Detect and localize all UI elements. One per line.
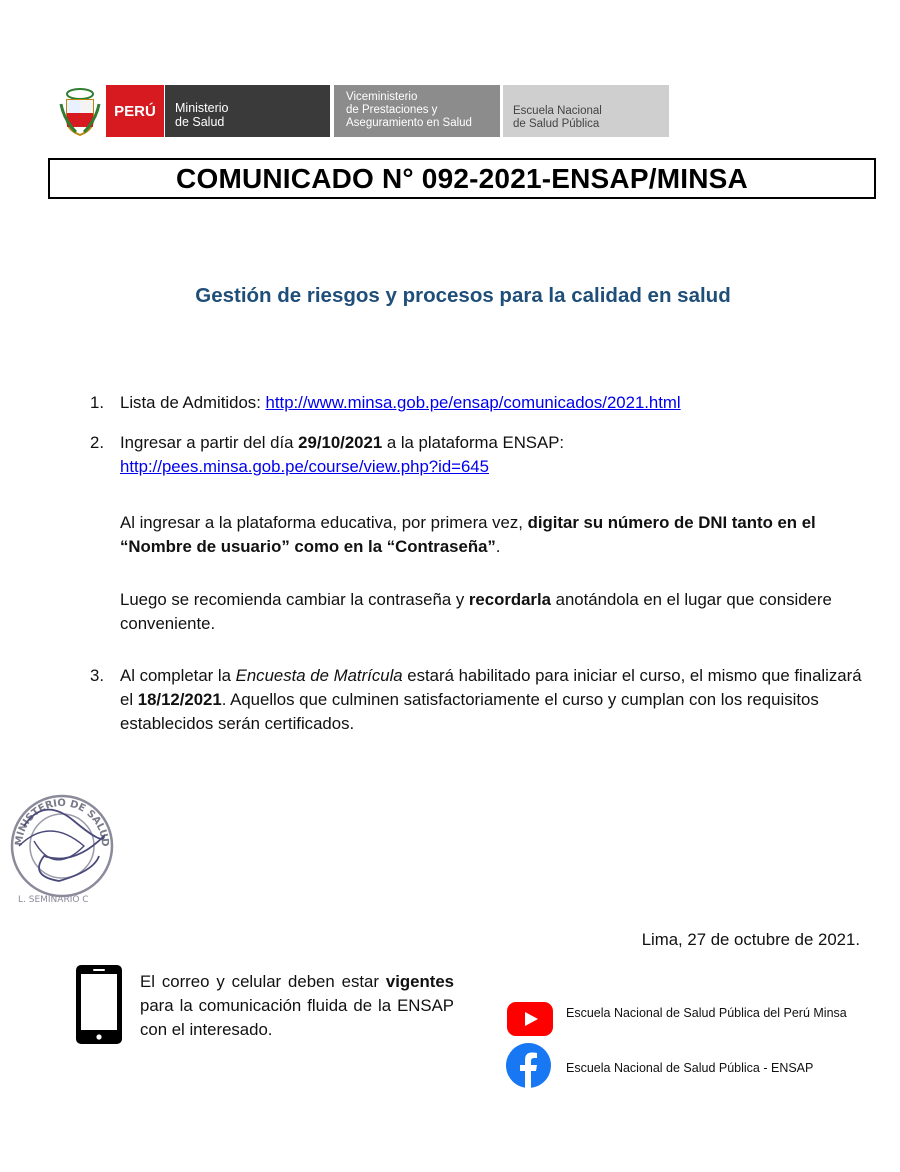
footer-note-text-b: para la comunicación fluida de la ENSAP con el interesado.	[140, 996, 454, 1039]
item-3-number: 3.	[90, 666, 104, 685]
item-1	[120, 391, 865, 415]
item-3-italic: Encuesta de Matrícula	[235, 666, 403, 685]
footer-note	[140, 970, 454, 1042]
para2-text-b: anotándola en el lugar que considere conveniente.	[120, 590, 832, 633]
item-3-text-c: . Aquellos que culminen satisfactoriamente el curso y cumplan con los requisitos establecidos serán certificados.	[120, 690, 819, 733]
youtube-channel-link[interactable]: Escuela Nacional de Salud Pública del Perú Minsa	[566, 1006, 847, 1020]
vice-line-1: Viceministerio	[346, 91, 418, 103]
escuela-line-2: de Salud Pública	[513, 118, 600, 130]
peru-text: PERÚ	[114, 102, 156, 120]
vice-line-2: de Prestaciones y	[346, 104, 438, 116]
official-seal-signature	[4, 786, 120, 906]
viceministerio-logo-block	[334, 85, 500, 137]
peru-coat-of-arms-icon	[58, 86, 102, 138]
item-2-date: 29/10/2021	[298, 433, 383, 452]
vice-line-3: Aseguramiento en Salud	[346, 117, 472, 129]
escuela-logo-block	[503, 85, 669, 137]
footer-note-bold: vigentes	[385, 972, 454, 991]
admitidos-link[interactable]: http://www.minsa.gob.pe/ensap/comunicados/2021.html	[265, 393, 681, 412]
date-line: Lima, 27 de octubre de 2021.	[641, 930, 860, 949]
seal-ring-text: MINISTERIO DE SALUD	[13, 797, 111, 847]
mobile-phone-icon	[76, 965, 122, 1044]
item-2-line-1	[120, 431, 865, 455]
youtube-icon[interactable]	[507, 1002, 553, 1036]
para2-bold: recordarla	[468, 590, 551, 609]
facebook-icon[interactable]	[506, 1043, 551, 1088]
footer-note-text-a: El correo y celular deben estar	[140, 972, 386, 991]
document-subtitle: Gestión de riesgos y procesos para la calidad en salud	[195, 284, 731, 307]
item-1-label: Lista de Admitidos:	[120, 393, 266, 412]
item-3-text-a: Al completar la	[120, 666, 236, 685]
para1-text-a: Al ingresar a la plataforma educativa, por primera vez,	[120, 513, 528, 532]
para2-text-a: Luego se recomienda cambiar la contraseña y	[120, 590, 469, 609]
item-2-text-a: Ingresar a partir del día	[120, 433, 299, 452]
item-2-link-line	[120, 455, 865, 479]
platform-link[interactable]: http://pees.minsa.gob.pe/course/view.php?id=645	[120, 457, 489, 476]
para1-bold: digitar su número de DNI tanto en el “Nombre de usuario” como en la “Contraseña”	[120, 513, 816, 556]
item-2-text-b: a la plataforma ENSAP:	[382, 433, 565, 452]
item-1-number: 1.	[90, 393, 104, 412]
ministerio-line-1: Ministerio	[175, 101, 229, 115]
ministerio-line-2: de Salud	[175, 115, 225, 129]
para1-text-b: .	[495, 537, 501, 556]
item-2-number: 2.	[90, 433, 104, 452]
facebook-page-link[interactable]: Escuela Nacional de Salud Pública - ENSAP	[566, 1061, 814, 1075]
peru-logo-block	[106, 85, 164, 137]
title-text: COMUNICADO N° 092-2021-ENSAP/MINSA	[176, 162, 748, 194]
item-3-date: 18/12/2021	[137, 690, 222, 709]
item-2-paragraph-2	[120, 588, 865, 636]
svg-text:MINISTERIO DE SALUD	[14, 798, 110, 847]
item-3-text-b: estará habilitado para iniciar el curso, el mismo que finalizará el	[120, 666, 862, 709]
item-2-paragraph-1	[120, 511, 865, 559]
document-title	[48, 158, 876, 199]
escuela-line-1: Escuela Nacional	[513, 105, 602, 117]
ministerio-logo-block	[164, 85, 330, 137]
item-3	[120, 664, 865, 736]
signature-name: L. SEMINARIO C	[18, 895, 89, 905]
